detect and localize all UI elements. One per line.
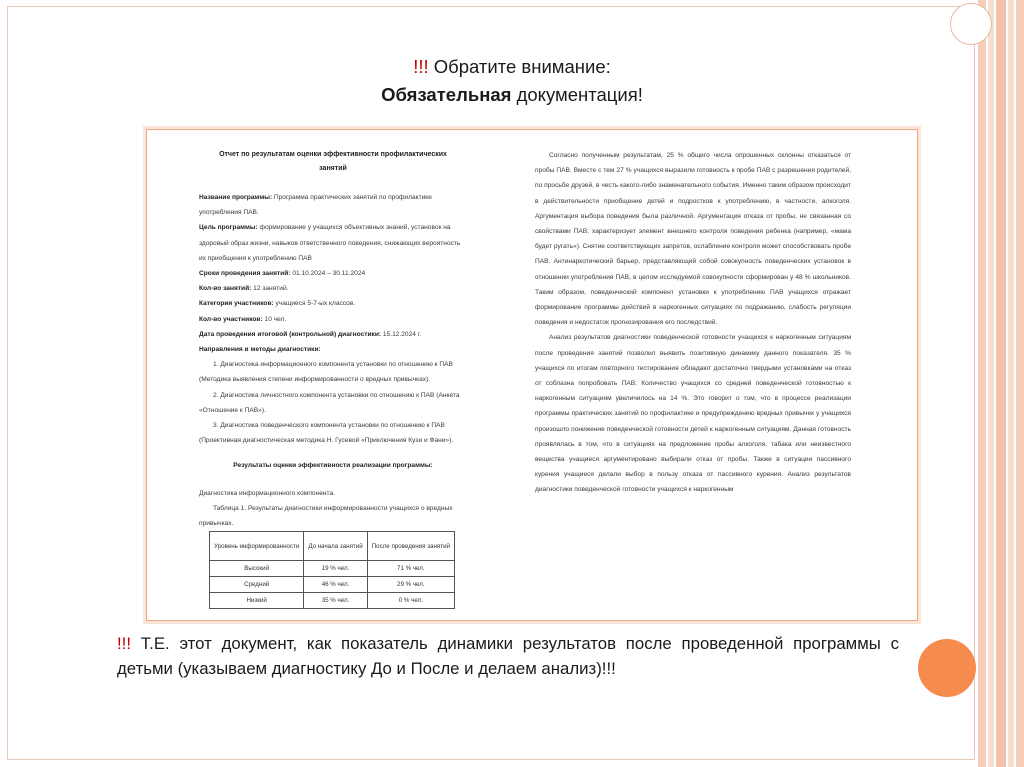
component-line: Диагностика информационного компонента.: [199, 489, 335, 497]
table-cell: 35 % чел.: [304, 593, 367, 609]
table-cell: 0 % чел.: [367, 593, 454, 609]
bottom-note: [117, 631, 899, 681]
method-item: 3. Диагностика поведенческого компонента установки по отношению к ПАВ (Проективная диагностическая методика Н. Гусевой «Приключения Кузи и Фани»).: [199, 422, 454, 445]
right-paragraph: Согласно полученным результатам, 25 % общего числа опрошенных склонны отказаться от пробы ПАВ. Вместе с тем 27 % учащихся выразили готовность к пробе ПАВ с разрешения родителей, по просьбе друзей, в честь какого-либо знаменательного события. Именно таким образом происходит в действительности приобщение детей и подростков к употреблению, в частности, алкоголя. Аргументация выбора поведения была различной. Аргументация отказа от пробы, не связанная со свойствами ПАВ, характеризует элемент внешнего контроля поведения ребенка (например, «мама будет ругать»). Снятие соответствующих запретов, ослабление контроля может способствовать пробе ПАВ. Антинаркотический барьер, представляющий собой совокупность поведенческих установок в отношении употребления ПАВ, в целом исследуемой совокупности сформирован у 48 % школьников. Таким образом, поведенческий компонент установки к употреблению ПАВ учащихся отражает формирование программы действий в наркогенных ситуациях по подражанию, слабость регуляции поведения и недостаток прогнозирования его последствий.: [535, 152, 851, 327]
methods-title: Направления и методы диагностики:: [199, 346, 321, 354]
bottom-exclaim: !!!: [117, 634, 131, 653]
document-image: [146, 129, 918, 621]
table-cell: Высокий: [210, 561, 304, 577]
decorative-circle-top: [950, 3, 992, 45]
table-cell: Средний: [210, 577, 304, 593]
right-paragraph: Анализ результатов диагностики поведенческой готовности учащихся к наркогенным ситуациям после проведения занятий позволил выявить позитивную динамику данного показателя. 35 % учащихся по итогам повторного тестирования обладают достаточно твердыми установками на отказ от соблазна попробовать ПАВ. Количество учащихся со средней поведенческой готовностью к наркогенным ситуациям увеличилось на 14 %. Это говорит о том, что в процессе реализации программы практических занятий по профилактике и предупреждению вредных привычек у учащихся произошло понижение поведенческой готовности детей к наркогенным ситуациям. Данная готовность проявлялась в том, что в ситуациях на предложение пробы алкоголя, табака или неизвестного вещества учащиеся аргументировано выбирали отказ от пробы. Также в ситуации пассивного курения учащиеся делали выбор в пользу отказа от пассивного курения. Анализ результатов диагностики поведенческой готовности учащихся к наркогенным: [535, 334, 851, 494]
field-participants: Кол-во участников: 10 чел.: [199, 315, 287, 323]
table-header-cell: После проведения занятий: [367, 532, 454, 561]
method-item: 2. Диагностика личностного компонента установки по отношению к ПАВ (Анкета «Отношение к ПАВ»).: [199, 391, 460, 414]
table-cell: 71 % чел.: [367, 561, 454, 577]
table-header-cell: Уровень информированности: [210, 532, 304, 561]
table-row: [210, 561, 455, 577]
document-left-column: [199, 148, 467, 609]
title-rest: документация!: [516, 84, 643, 105]
document-title: Отчет по результатам оценки эффективности профилактических занятий: [219, 151, 447, 172]
title-bold: Обязательная: [381, 84, 512, 105]
field-program-name: Название программы: Программа практических занятий по профилактике употребления ПАВ.: [199, 194, 432, 217]
field-dates: Сроки проведения занятий: 01.10.2024 – 30.11.2024: [199, 270, 366, 278]
document-right-column: [535, 148, 851, 498]
slide-title: [0, 53, 1024, 109]
title-line1: Обратите внимание:: [433, 56, 611, 77]
decorative-circle-orange: [918, 639, 976, 697]
table-cell: Низкий: [210, 593, 304, 609]
results-table: [209, 531, 455, 609]
title-exclaim: !!!: [413, 56, 429, 77]
table-caption: Таблица 1. Результаты диагностики информированности учащихся о вредных привычках.: [199, 504, 453, 528]
method-item: 1. Диагностика информационного компонента установки по отношению к ПАВ (Методика выявления степени информированности о вредных привычках).: [199, 361, 453, 384]
table-cell: 46 % чел.: [304, 577, 367, 593]
table-row: [210, 577, 455, 593]
decorative-stripes: [978, 0, 1024, 767]
field-category: Категория участников: учащиеся 5-7-ых классов.: [199, 300, 356, 308]
field-final-diagnostics: Дата проведения итоговой (контрольной) диагностики: 15.12.2024 г.: [199, 330, 422, 338]
table-cell: 19 % чел.: [304, 561, 367, 577]
table-cell: 29 % чел.: [367, 577, 454, 593]
field-lessons-count: Кол-во занятий: 12 занятий.: [199, 285, 289, 293]
bottom-note-text: Т.Е. этот документ, как показатель динамики результатов после проведенной программы с детьми (указываем диагностику До и После и делаем анализ)!!!: [117, 634, 899, 678]
table-header-row: [210, 532, 455, 561]
table-header-cell: До начала занятий: [304, 532, 367, 561]
table-row: [210, 593, 455, 609]
results-title: Результаты оценки эффективности реализации программы:: [233, 462, 433, 470]
field-goal: Цель программы: формирование у учащихся объективных знаний, установок на здоровый образ жизни, навыков ответственного поведения, снижающих вероятность их приобщения к употреблению ПАВ: [199, 224, 461, 262]
